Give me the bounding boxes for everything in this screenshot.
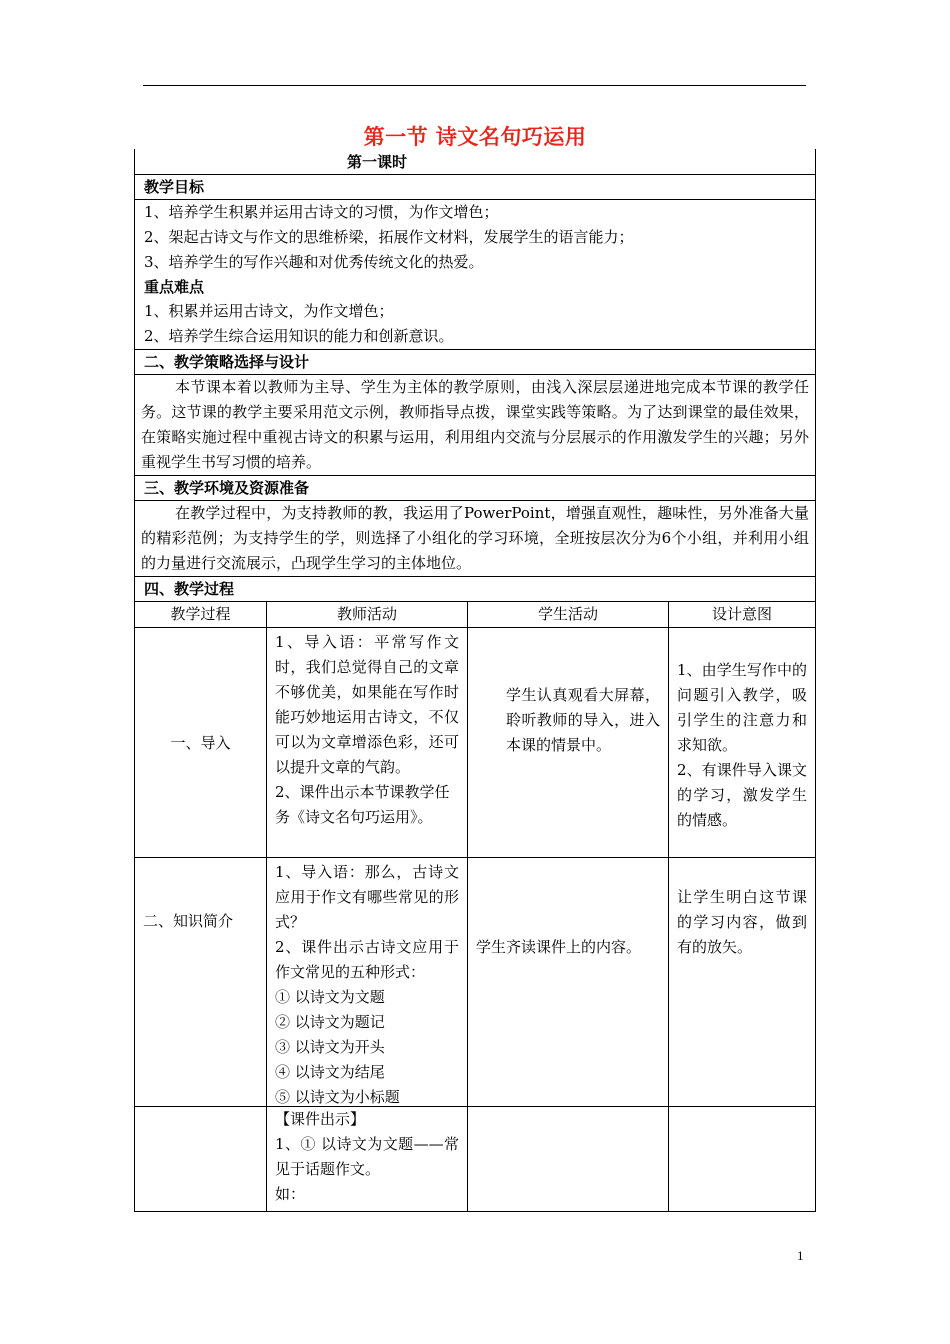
intent-text: 1、由学生写作中的问题引入教学，吸引学生的注意力和求知欲。 — [677, 661, 807, 754]
teacher-text: ③ 以诗文为开头 — [275, 1038, 385, 1056]
table-row — [135, 628, 815, 858]
column-header: 设计意图 — [668, 602, 815, 627]
teacher-text: 1、导入语：平常写作文时，我们总觉得自己的文章不够优美，如果能在写作时能巧妙地运用古诗文，不仅可以为文章增添色彩，还可以提升文章的气韵。 — [275, 633, 459, 776]
student-text: 学生认真观看大屏幕，聆听教师的导入，进入本课的情景中。 — [506, 686, 660, 754]
lesson-table — [134, 149, 816, 1212]
teacher-text: 2、课件出示本节课教学任务《诗文名句巧运用》。 — [275, 783, 450, 826]
goal-item: 1、培养学生积累并运用古诗文的习惯，为作文增色； — [144, 203, 499, 221]
teacher-cell — [266, 858, 467, 1106]
column-header: 学生活动 — [467, 602, 668, 627]
strategy-text: 本节课本着以教师为主导、学生为主体的教学原则，由浅入深层层递进地完成本节课的教学任务。这节课的教学主要采用范文示例，教师指导点拨，课堂实践等策略。为了达到课堂的最佳效果，在策略实施过程中重视古诗文的积累与运用，利用组内交流与分层展示的作用激发学生的兴趣；另外重视学生书写习惯的培养。 — [141, 378, 809, 471]
intent-cell — [668, 1107, 815, 1211]
goals-heading: 教学目标 — [135, 175, 815, 200]
key-item: 1、积累并运用古诗文，为作文增色； — [144, 302, 394, 320]
teacher-text: 1、① 以诗文为文题——常见于话题作文。 — [275, 1135, 459, 1178]
teacher-text: 1、导入语：那么，古诗文应用于作文有哪些常见的形式？ — [275, 863, 459, 931]
teacher-text: ④ 以诗文为结尾 — [275, 1063, 385, 1081]
goal-item: 3、培养学生的写作兴趣和对优秀传统文化的热爱。 — [144, 253, 484, 271]
page-number: 1 — [797, 1248, 804, 1263]
goal-item: 2、架起古诗文与作文的思维桥梁，拓展作文材料，发展学生的语言能力； — [144, 228, 634, 246]
strategy-body — [135, 375, 815, 476]
teacher-text: 2、课件出示古诗文应用于作文常见的五种形式： — [275, 938, 459, 981]
process-header-row — [135, 602, 815, 628]
intent-text: 让学生明白这节课的学习内容，做到有的放矢。 — [677, 888, 807, 956]
student-cell — [467, 628, 668, 857]
column-header: 教学过程 — [170, 605, 231, 623]
key-heading: 重点难点 — [144, 278, 205, 296]
key-item: 2、培养学生综合运用知识的能力和创新意识。 — [144, 327, 454, 345]
intent-cell — [668, 628, 815, 857]
environment-text: 在教学过程中，为支持教师的教，我运用了PowerPoint，增强直观性，趣味性，另外准备大量的精彩范例；为支持学生的学，则选择了小组化的学习环境，全班按层次分为6个小组，并利用小组的力量进行交流展示，凸现学生学习的主体地位。 — [141, 504, 809, 572]
header-rule — [143, 85, 806, 86]
student-cell — [467, 858, 668, 1106]
teacher-cell — [266, 1107, 467, 1211]
teacher-text: ② 以诗文为题记 — [275, 1013, 385, 1031]
stage-label: 二、知识简介 — [143, 912, 234, 930]
process-heading: 四、教学过程 — [135, 577, 815, 602]
teacher-cell — [266, 628, 467, 857]
intent-text: 2、有课件导入课文的学习，激发学生的情感。 — [677, 761, 807, 829]
page-title: 第一节 诗文名句巧运用 — [363, 125, 587, 149]
stage-cell — [135, 628, 266, 857]
goals-body — [135, 200, 815, 350]
stage-cell — [135, 1107, 266, 1211]
environment-heading: 三、教学环境及资源准备 — [135, 476, 815, 501]
goals-section — [135, 175, 815, 200]
stage-label: 一、导入 — [170, 734, 231, 752]
teacher-text: 如： — [275, 1185, 306, 1203]
student-text: 学生齐读课件上的内容。 — [476, 938, 642, 956]
stage-cell — [135, 858, 266, 1106]
lesson-label: 第一课时 — [135, 149, 815, 175]
teacher-text: 【课件出示】 — [275, 1110, 366, 1128]
student-cell — [467, 1107, 668, 1211]
teacher-text: ① 以诗文为文题 — [275, 988, 385, 1006]
environment-body — [135, 501, 815, 577]
column-header: 教师活动 — [266, 602, 467, 627]
table-row — [135, 858, 815, 1107]
intent-cell — [668, 858, 815, 1106]
teacher-text: ⑤ 以诗文为小标题 — [275, 1088, 400, 1106]
table-row — [135, 1107, 815, 1212]
strategy-heading: 二、教学策略选择与设计 — [135, 350, 815, 375]
